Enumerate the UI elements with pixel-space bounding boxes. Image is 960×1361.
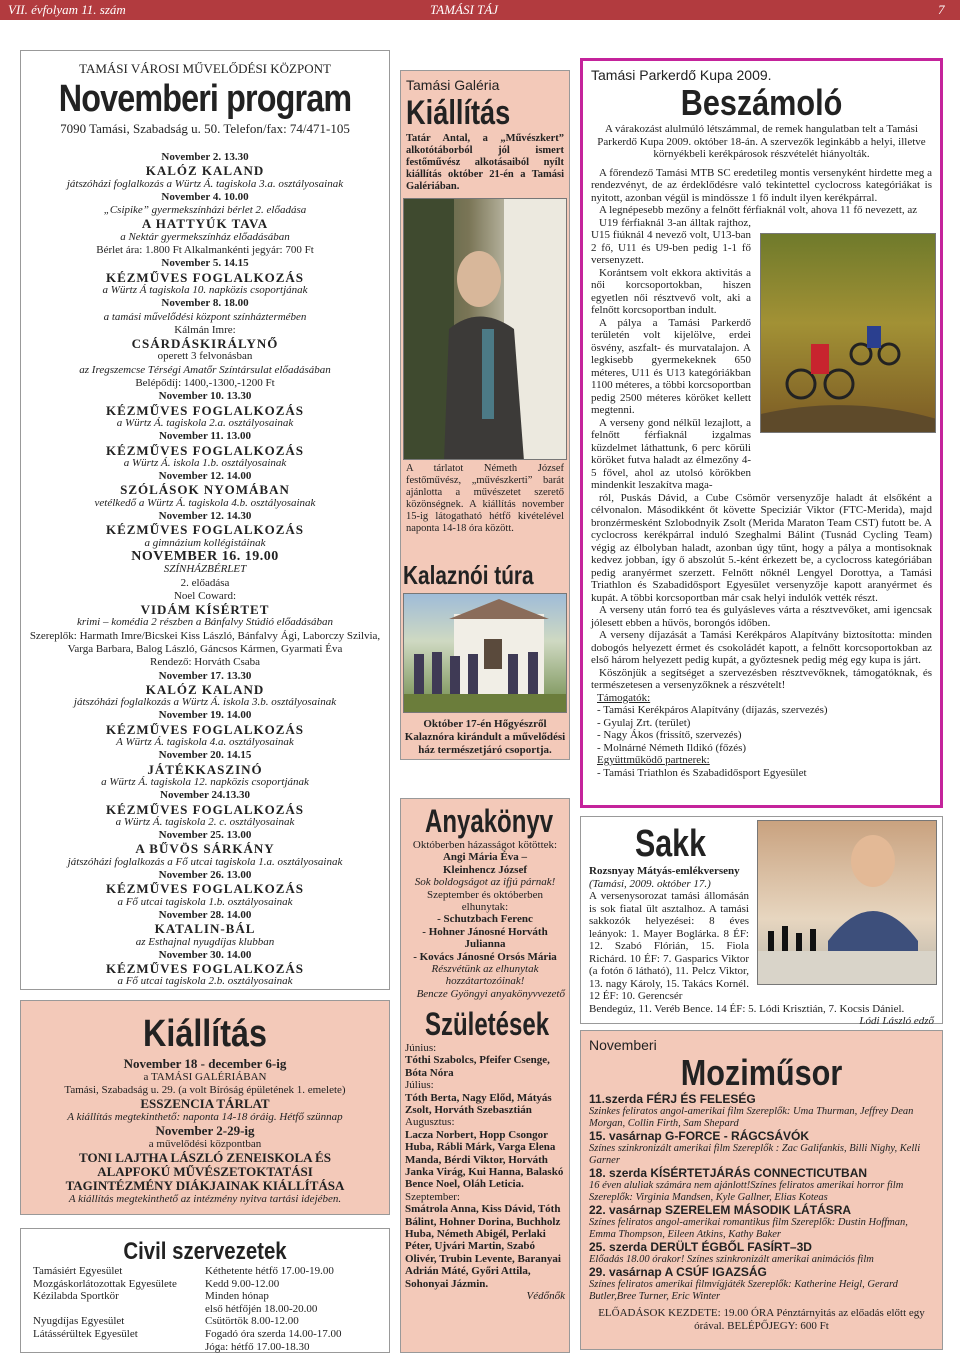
program-line: a gimnázium kollégistáinak xyxy=(144,536,266,549)
chess-signature: Lódi László edző xyxy=(859,1015,934,1027)
movie-description: Színes szinkronizált amerikai film Szereplők : Zac Galifankis, Billi Nighy, Kelli Garner xyxy=(589,1143,921,1166)
org-name: TAMÁSI VÁROSI MŰVELŐDÉSI KÖZPONT xyxy=(79,61,331,76)
program-line: operett 3 felvonásban xyxy=(157,350,253,363)
exhibition-line: a TAMÁSI GALÉRIÁBAN xyxy=(143,1071,267,1083)
program-line: az Esthajnal nyugdíjas klubban xyxy=(135,935,275,948)
births-line: Smátrola Anna, Kiss Dávid, Tóth Bálint, Hohner Dorina, Buchholz Huba, Németh Abigél, Perlaki Péter, Ujvári Martin, Szabó Olivér, Trubin Levente, Baranyai Adrián Máté, Győri Attila, Sohonyai Jázmin. xyxy=(405,1203,561,1290)
program-title: Novemberi program xyxy=(58,78,352,120)
program-line: November 5. 14.15 xyxy=(161,257,249,270)
civil-organizations-box xyxy=(20,1228,390,1353)
chess-event: Rozsnyay Mátyás-emlékverseny xyxy=(589,865,740,877)
births-line: Június: xyxy=(405,1041,437,1054)
registry-title: Anyakönyv xyxy=(425,803,554,839)
race-paragraph: Korántsem volt ekkora aktivitás a női korcsoportokban, hiszen egyetlen női résztvevő volt, aki a felnőtt korcsoportban indult. xyxy=(591,266,751,316)
registry-signature: Bencze Gyöngyi anyakönyvvezető xyxy=(416,987,565,1000)
civil-org-name: Nyugdíjas Egyesület xyxy=(33,1315,125,1328)
registry-line: Szeptember és októberben elhunytak: xyxy=(426,888,544,914)
registry-box xyxy=(400,798,570,1353)
supporter-item: - Tamási Kerékpáros Alapítvány (díjazás, szervezés) xyxy=(597,704,828,716)
page-number: 7 xyxy=(938,2,945,17)
births-line: Augusztus: xyxy=(405,1116,455,1129)
program-line: vetélkedő a Würtz Á. tagiskola 4.b. osztályosainak xyxy=(94,496,316,509)
movie-date-title: 25. szerda DERÜLT ÉGBŐL FASÍRT–3D xyxy=(589,1240,812,1254)
program-line: KÉZMŰVES FOGLALKOZÁS xyxy=(105,881,305,897)
race-report-box xyxy=(580,58,943,808)
civil-org-time: Jóga: hétfő 17.00-18.30 xyxy=(205,1340,310,1353)
movie-listing xyxy=(589,1241,934,1266)
supporter-item: - Nagy Ákos (frissítő, szervezés) xyxy=(597,729,742,741)
civil-row xyxy=(33,1315,377,1328)
cinema-schedule xyxy=(589,1093,934,1303)
race-paragraph: ról, Puskás Dávid, a Cube Csömör versenyzője haladt át elsőként a célvonalon. Másodikként őt követte Speciziár Viktor (FTC-Merida), majd bronzérmesként Szlobodnyik Zsolt (Merida Maraton Team CST) futott be. A cyclocross kerékpárral induló Szeghalmi Bálint (Tusnád Cycling Team) végig az élbolyban haladt, azonban úgy tűnt, hogy a pálya a montisoknak kedvez jobban, így ő abszolút 5.-ként érkezett be, a cyclocross kategóriában pedig aranyérmet szerzett. Felnőtt nőknél Lengyel Dorottya, a Tamási Triathlon és Szabadidősport Egyesület versenyzője kapott aranyérmet és kupát. A többi korcsoportban már csak helyi indulók vették részt. xyxy=(591,491,932,604)
civil-org-time: Minden hónap xyxy=(205,1290,269,1303)
hike-caption: Október 17-én Hőgyészről Kalaznóra kirándult a művelődési ház természetjáró csoportja. xyxy=(404,718,566,756)
registry-details xyxy=(405,839,565,988)
cinema-title: Moziműsor xyxy=(680,1052,843,1093)
civil-row xyxy=(33,1341,377,1354)
exhibition-line: November 18 - december 6-ig xyxy=(123,1056,287,1071)
civil-title: Civil szervezetek xyxy=(123,1238,287,1265)
exhibition-line: ESSZENCIA TÁRLAT xyxy=(140,1096,270,1111)
partners-list xyxy=(591,767,932,780)
program-line: a Würtz Á. tagiskola 2. c. osztályosainak xyxy=(115,815,295,828)
civil-org-name: Kézilabda Sportkör xyxy=(33,1290,119,1303)
program-events xyxy=(21,151,389,989)
program-line: a Nektár gyermekszínház előadásában xyxy=(120,230,290,243)
program-line: November 11. 13.00 xyxy=(158,430,252,443)
movie-listing xyxy=(589,1093,934,1130)
exhibition-line: TAGINTÉZMÉNY DIÁKJAINAK KIÁLLÍTÁSA xyxy=(65,1178,345,1193)
program-line: játszóházi foglalkozás a Würtz Á. tagiskola 3.a. osztályosainak xyxy=(66,177,344,190)
program-line: A Würtz Á. tagiskola 4.a. osztályosainak xyxy=(116,736,294,749)
program-line: a Würtz Á tagiskola 10. napközis csoportjának xyxy=(102,283,308,296)
cinema-kicker: Novemberi xyxy=(589,1037,657,1053)
movie-date-title: 15. vasárnap G-FORCE - RÁGCSÁVÓK xyxy=(589,1129,810,1143)
civil-org-time: Kéthetente hétfő 17.00-19.00 xyxy=(205,1265,334,1277)
exhibition-line: November 2-29-ig xyxy=(155,1123,255,1138)
registry-line: - Hohner Jánosné Horváth Julianna xyxy=(422,925,548,951)
gallery-intro: Tatár Antal, a „Művészkert” alkotótáborból jól ismert festőművész alkotásaiból nyílt kiállítás október 21-én a Tamási Galériában. xyxy=(406,133,564,192)
program-line: KÉZMŰVES FOGLALKOZÁS xyxy=(105,721,305,737)
movie-listing xyxy=(589,1167,934,1204)
program-line: Szereplők: Harmath Imre/Bicskei Kiss László, Bánfalvy Ági, Laborczy Szilvia, Varga Barbara, Balog László, Gáncsos Kármen, Gyarmati Éva xyxy=(29,629,381,655)
movie-date-title: 18. szerda KÍSÉRTETJÁRÁS CONNECTICUTBAN xyxy=(589,1166,868,1180)
movie-description: 16 éven aluliak számára nem ajánlott!Színes feliratos amerikai horror film Szereplők: Virginia Mandsen, Kyle Gallner, Elias Koteas xyxy=(589,1180,904,1203)
exhibition-line: A kiállítás megtekinthető az intézmény nyitva tartási idejében. xyxy=(68,1193,342,1205)
race-details-paragraphs xyxy=(591,217,751,492)
supporter-item: - Gyulaj Zrt. (terület) xyxy=(597,716,691,729)
registry-line: Angi Mária Éva – xyxy=(442,851,528,864)
race-result-paragraphs xyxy=(591,492,932,692)
program-line: SZÓLÁSOK NYOMÁBAN xyxy=(120,482,290,498)
publication-title: TAMÁSI TÁJ xyxy=(430,2,498,17)
partner-item: - Tamási Triathlon és Szabadidősport Egyesület xyxy=(597,766,807,779)
program-line: Rendező: Horváth Csaba xyxy=(150,656,260,669)
program-line: a Fő utcai tagiskola 1.b. osztályosainak xyxy=(117,895,293,908)
program-line: November 28. 14.00 xyxy=(158,908,252,921)
cinema-box xyxy=(580,1030,943,1350)
births-line: Lacza Norbert, Hopp Csongor Huba, Rábli Márk, Varga Elena Manda, Bérdi Viktor, Horváth Janka Virág, Kui Hanna, Balaskó Bence Noel, Oláh Leticia. xyxy=(405,1128,564,1191)
program-line: Belépődíj: 1400,-1300,-1200 Ft xyxy=(135,377,275,390)
issue-label: VII. évfolyam 11. szám xyxy=(8,2,126,17)
program-line: November 10. 13.30 xyxy=(158,390,252,403)
race-paragraph: A verseny díjazását a Tamási Kerékpáros Alapítvány biztosította: minden dobogós helyezett érmet és csokoládét kapott, a felnőtt korcsoportokban az első három helyezett pedig kupát, a győztesnek pedig még egy kupa is járt. xyxy=(591,629,932,666)
program-line: játszóházi foglalkozás a Fő utcai tagiskola 1.a. osztályosainak xyxy=(67,855,343,868)
hike-group-photo xyxy=(403,593,567,713)
exhibition-line: a művelődési központban xyxy=(148,1138,262,1150)
movie-description: Előadás 18.00 órakor! Színes szinkronizált amerikai animációs film xyxy=(589,1254,874,1265)
partners-heading: Együttműködő partnerek: xyxy=(597,754,710,766)
births-line: Szeptember: xyxy=(405,1190,460,1203)
registry-line: Részvétünk az elhunytak hozzátartozóinak! xyxy=(431,963,539,988)
race-lead: A várakozást alulmúló létszámmal, de remek hangulatban telt a Tamási Parkerdő Kupa 2009. október 18-án. A szervezők leginkább a helyi, illetve környékbeli kerékpárosok részvételét hiányolták. xyxy=(597,123,926,160)
hike-title: Kalaznói túra xyxy=(403,560,534,590)
org-address: 7090 Tamási, Szabadság u. 50. Telefon/fax: 74/471-105 xyxy=(60,121,350,136)
program-line: SZÍNHÁZBÉRLET xyxy=(163,563,247,576)
exhibition-line: A kiállítás megtekinthető: naponta 14-18 óráig. Hétfő szünnap xyxy=(67,1111,343,1123)
supporters-heading: Támogatók: xyxy=(597,691,651,704)
race-paragraph: A verseny gond nélkül lezajlott, a felnőtt férfiaknál izgalmas küzdelmet láthattunk, 6 perc körüli köröket futva haladt az élmezőny 4-5 fővel, ahol az utolsó körökben mindenkit leszakítva maga- xyxy=(591,416,751,491)
program-line: KÉZMŰVES FOGLALKOZÁS xyxy=(105,442,305,458)
race-paragraph: U19 férfiaknál 3-an álltak rajthoz, U15 fiúknál 4 nevező volt, U13-ban 2 fő, U11 és U9-ben pedig 1-1 fő versenyzett. xyxy=(591,216,751,266)
program-line: 2. előadása xyxy=(180,576,230,589)
program-line: Kálmán Imre: xyxy=(174,323,236,336)
program-line: November 8. 18.00 xyxy=(161,297,249,310)
program-line: November 20. 14.15 xyxy=(158,749,252,762)
supporters-list xyxy=(591,704,932,754)
civil-org-name: Látássérültek Egyesület xyxy=(33,1327,138,1340)
registry-line: - Schutzbach Ferenc xyxy=(437,913,533,926)
program-line: KÉZMŰVES FOGLALKOZÁS xyxy=(105,961,305,977)
civil-row xyxy=(33,1290,377,1303)
program-line: a Würtz Á. tagiskola 12. napközis csoportjának xyxy=(101,775,309,788)
program-line: „Csipike” gyermekszínházi bérlet 2. előadása xyxy=(103,204,307,217)
civil-org-name xyxy=(33,1341,205,1354)
chess-title: Sakk xyxy=(635,823,706,865)
exhibition-line: TONI LAJTHA LÁSZLÓ ZENEISKOLA ÉS xyxy=(79,1150,331,1165)
chess-event-date: (Tamási, 2009. október 17.) xyxy=(589,877,711,890)
program-line: NOVEMBER 16. 19.00 xyxy=(131,548,279,564)
program-line: a Würtz Á. iskola 1.b. osztályosainak xyxy=(123,456,287,469)
chess-player-photo xyxy=(757,820,937,985)
race-paragraph: Köszönjük a segítséget a szervezésben résztvevőknek, támogatóknak, és természetesen a versenyzőknek a részvételt! xyxy=(591,666,932,691)
race-title: Beszámoló xyxy=(680,82,843,123)
exhibition-line: Tamási, Szabadság u. 29. (a volt Bíróság épületének 1. emelete) xyxy=(64,1084,346,1096)
program-line: JÁTÉKKASZINÓ xyxy=(147,761,263,777)
civil-org-name: Mozgáskorlátozottak Egyesülete xyxy=(33,1277,177,1290)
births-details xyxy=(405,1042,565,1290)
births-line: Július: xyxy=(405,1079,434,1092)
race-paragraph: A legnépesebb mezőny a felnőtt férfiaknál volt, ahova 11 fő nevezett, az xyxy=(599,204,918,216)
race-kicker: Tamási Parkerdő Kupa 2009. xyxy=(591,67,772,83)
program-line: a tamási művelődési központ színháztermében xyxy=(103,310,307,323)
program-line: KÉZMŰVES FOGLALKOZÁS xyxy=(105,522,305,538)
exhibition-details xyxy=(21,1057,389,1206)
civil-row xyxy=(33,1265,377,1278)
program-line: a Fő utcai tagiskola 2.b. osztályosainak xyxy=(117,975,293,988)
gallery-title: Kiállítás xyxy=(406,94,511,132)
november-program-box xyxy=(20,50,390,990)
movie-date-title: 22. vasárnap SZERELEM MÁSODIK LÁTÁSRA xyxy=(589,1203,852,1217)
civil-list xyxy=(33,1265,377,1353)
program-line: KALÓZ KALAND xyxy=(145,163,265,179)
program-line: KÉZMŰVES FOGLALKOZÁS xyxy=(105,269,305,285)
civil-row xyxy=(33,1328,377,1341)
civil-org-name xyxy=(33,1303,205,1316)
exhibition-box xyxy=(20,1000,390,1215)
program-line: November 12. 14.30 xyxy=(158,510,252,523)
program-line: az Iregszemcse Térségi Amatőr Színtársulat előadásában xyxy=(79,363,331,376)
program-line: KÉZMŰVES FOGLALKOZÁS xyxy=(105,402,305,418)
race-paragraph: A főrendező Tamási MTB SC eredetileg montis versenyként hirdette meg a rendezvényt, de az érdeklődésre való tekintettel cyclocross kategóriákat is nyitott, azonban végül is mindössze 1 fő indult ilyen kerékpárral. xyxy=(591,166,932,204)
civil-org-time: első hétfőjén 18.00-20.00 xyxy=(205,1302,318,1315)
civil-org-time: Fogadó óra szerda 14.00-17.00 xyxy=(205,1327,342,1340)
program-line: KATALIN-BÁL xyxy=(154,921,256,937)
program-line: a Würtz Á. tagiskola 2.a. osztályosainak xyxy=(116,416,294,429)
artist-photo xyxy=(403,198,567,460)
births-title: Születések xyxy=(425,1005,550,1042)
program-line: November 12. 14.00 xyxy=(158,470,252,483)
program-line: KALÓZ KALAND xyxy=(145,681,265,697)
movie-description: Színes feliratos amerikai filmvígjáték Szereplők: Katherine Heigl, Gerard Butler,Bree Turner, Eric Winter xyxy=(589,1279,898,1302)
chess-results-continued: Bendegúz, 11. Veréb Bence. 14 ÉF: 5. Lódi Krisztián, 7. Kocsis Dániel. xyxy=(589,1002,905,1015)
registry-line: Kleinhencz József xyxy=(442,863,527,876)
program-line: krimi – komédia 2 részben a Bánfalvy Stúdió előadásában xyxy=(76,616,334,629)
civil-org-time: Kedd 9.00-12.00 xyxy=(205,1277,280,1290)
program-line: November 4. 10.00 xyxy=(161,190,249,203)
race-intro-paragraphs xyxy=(591,167,932,217)
registry-line: Sok boldogságot az ifjú párnak! xyxy=(414,876,556,889)
program-line: Bérlet ára: 1.800 Ft Alkalmankénti jegyár: 700 Ft xyxy=(96,244,314,257)
movie-listing xyxy=(589,1130,934,1167)
program-line: A BŰVÖS SÁRKÁNY xyxy=(135,841,275,857)
program-line: játszóházi foglalkozás a Würtz Á. iskola 3.b. osztályosainak xyxy=(73,696,337,709)
cinema-footer: ELŐADÁSOK KEZDETE: 19.00 ÓRA Pénztárnyitás az előadás előtt egy órával. BELÉPŐJEGY: 600 Ft xyxy=(598,1307,925,1332)
movie-date-title: 11.szerda FÉRJ ÉS FELESÉG xyxy=(589,1092,756,1106)
movie-date-title: 29. vasárnap A CSÚF IGAZSÁG xyxy=(589,1265,767,1279)
births-line: Tóth Berta, Nagy Előd, Mátyás Zsolt, Horváth Szebasztián xyxy=(405,1091,552,1116)
supporter-item: - Molnárné Németh Ildikó (főzés) xyxy=(597,741,747,754)
program-line: November 24.13.30 xyxy=(160,789,250,802)
program-line: November 19. 14.00 xyxy=(158,709,252,722)
civil-org-time: Csütörtök 8.00-12.00 xyxy=(205,1315,299,1328)
gallery-kicker: Tamási Galéria xyxy=(406,77,500,93)
births-line: Tóthi Szabolcs, Pfeifer Csenge, Bóta Nóra xyxy=(405,1054,550,1079)
cyclists-photo xyxy=(760,233,936,433)
race-paragraph: A pálya a Tamási Parkerdő területén volt kijelölve, erdei ösvény, aszfalt- és murvatalajon. A legkisebb gyermekeknek 650 méteres, U11 és U13 kategóriákban 1100 méteres, a többi korcsoportban pedig 2500 méteres köröket kellett megtenni. xyxy=(591,316,751,416)
program-line: November 17. 13.30 xyxy=(158,669,252,682)
movie-listing xyxy=(589,1204,934,1241)
registry-line: - Kovács Jánosné Orsós Mária xyxy=(413,950,557,963)
movie-listing xyxy=(589,1266,934,1303)
program-line: KÉZMŰVES FOGLALKOZÁS xyxy=(105,801,305,817)
exhibition-title: Kiállítás xyxy=(143,1013,267,1055)
civil-row xyxy=(33,1278,377,1291)
program-line: November 30. 14.00 xyxy=(158,948,252,961)
gallery-text: A tárlatot Németh József festőművész, „művészkerti” barát ajánlotta a művészetet szerető közönségnek. A kiállítás november 15-ig látogatható hétfő kivételével naponta 14-18 óra között. xyxy=(406,463,564,534)
births-signature: Védőnők xyxy=(526,1290,565,1302)
civil-row xyxy=(33,1303,377,1316)
program-line: VIDÁM KÍSÉRTET xyxy=(140,602,270,618)
program-line: November 2. 13.30 xyxy=(161,151,249,163)
program-line: A HATTYÚK TAVA xyxy=(141,216,269,232)
registry-line: Októberben házasságot kötöttek: xyxy=(412,839,558,851)
program-line: November 25. 13.00 xyxy=(158,829,252,842)
movie-description: Színes feliratos angol-amerikai romantikus film Szereplők: Dustin Hoffman, Emma Thompson, Eileen Atkins, Kathy Baker xyxy=(589,1217,908,1240)
civil-org-name: Tamásiért Egyesület xyxy=(33,1265,123,1277)
program-line: Noel Coward: xyxy=(173,589,236,602)
page-header xyxy=(0,0,960,20)
exhibition-line: ALAPFOKÚ MŰVÉSZETOKTATÁSI xyxy=(97,1164,313,1179)
program-line: November 26. 13.00 xyxy=(158,869,252,882)
movie-description: Szinkes feliratos angol-amerikai film Szereplők: Uma Thurman, Jeffrey Dean Morgan, Collin Firth, Sam Shepard xyxy=(589,1106,914,1129)
program-line: CSÁRDÁSKIRÁLYNŐ xyxy=(131,336,279,352)
race-paragraph: A verseny után forró tea és gulyásleves várta a résztvevőket, ami igencsak jólesett ebben a hűvös, borongós időben. xyxy=(591,604,932,629)
chess-results: A versenysorozat tamási állomásán is sok fiatal ült asztalhoz. A tamási sakkozók helyezései: 8 éves leányok: 1. Mayer Boglárka. 8 ÉF: 12. Szabó Flórián, 15. Fiola Richárd. 10 ÉF: 7. Gasparics Viktor (a fotón ő látható), 11. Pelcz Viktor, 13. nagy Károly, 15. Takács Kornél. 12 ÉF: 10. Gerencsér xyxy=(589,890,749,1002)
